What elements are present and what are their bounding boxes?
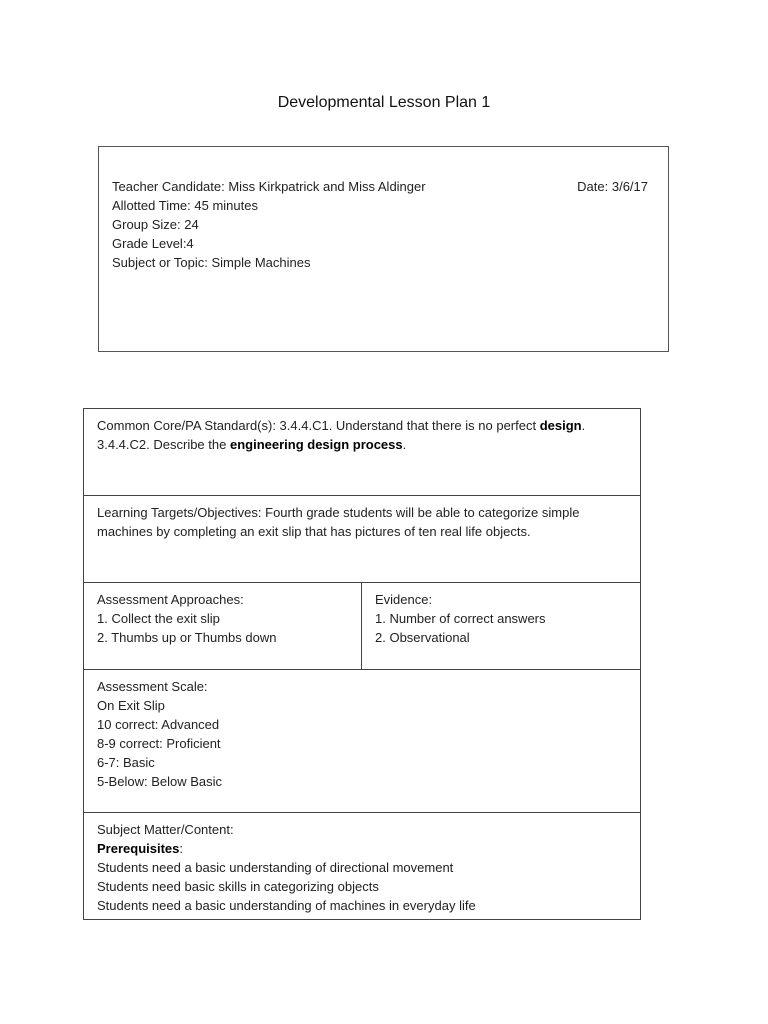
scale-item: On Exit Slip: [97, 698, 165, 713]
evidence-label: Evidence:: [375, 592, 433, 607]
assessment-scale-row: [84, 670, 640, 813]
prerequisites-colon: :: [179, 841, 183, 856]
assessment-approaches-cell: [84, 583, 362, 669]
assessment-scale-cell: [84, 670, 640, 791]
prerequisites-heading: [97, 839, 627, 858]
prerequisite-item: Students need basic skills in categorizing objects: [97, 879, 379, 894]
approach-item: 1. Collect the exit slip: [97, 611, 220, 626]
subject-matter-cell: [84, 813, 640, 915]
prerequisite-item: Students need a basic understanding of directional movement: [97, 860, 454, 875]
evidence-item: 2. Observational: [375, 630, 470, 645]
group-size: Group Size: 24: [112, 217, 199, 232]
objectives-cell: Learning Targets/Objectives: Fourth grade students will be able to categorize simple machines by completing an exit slip that has pictures of ten real life objects.: [97, 505, 580, 539]
assessment-approaches-label: Assessment Approaches:: [97, 592, 244, 607]
lesson-plan-table: [83, 408, 641, 920]
objectives-row: [84, 496, 640, 583]
scale-item: 6-7: Basic: [97, 755, 155, 770]
subject-topic: Subject or Topic: Simple Machines: [112, 255, 311, 270]
scale-item: 8-9 correct: Proficient: [97, 736, 221, 751]
prerequisite-item: Students need a basic understanding of machines in everyday life: [97, 898, 476, 913]
subject-matter-row: [84, 813, 640, 919]
prerequisites-label: Prerequisites: [97, 841, 180, 856]
subject-matter-label: Subject Matter/Content:: [97, 822, 234, 837]
standards-bold-process: engineering design process: [229, 437, 403, 452]
page-title: Developmental Lesson Plan 1: [277, 94, 491, 111]
allotted-time: Allotted Time: 45 minutes: [112, 198, 258, 213]
teacher-candidate: Teacher Candidate: Miss Kirkpatrick and Miss Aldinger: [112, 179, 426, 194]
scale-item: 10 correct: Advanced: [97, 717, 220, 732]
evidence-cell: [362, 583, 640, 669]
evidence-item: 1. Number of correct answers: [375, 611, 546, 626]
lesson-date: Date: 3/6/17: [577, 179, 648, 194]
lesson-info-lines: [112, 177, 426, 272]
assessment-scale-label: Assessment Scale:: [97, 679, 208, 694]
grade-level: Grade Level:4: [112, 236, 194, 251]
assessment-row: [84, 583, 640, 670]
standards-suffix: .: [402, 437, 407, 452]
standards-cell: [84, 409, 640, 454]
standards-mid: . 3.4.4.C2. Describe the: [97, 418, 586, 452]
standards-prefix: Common Core/PA Standard(s): 3.4.4.C1. Understand that there is no perfect: [97, 418, 540, 433]
approach-item: 2. Thumbs up or Thumbs down: [97, 630, 277, 645]
scale-item: 5-Below: Below Basic: [97, 774, 222, 789]
standards-bold-design: design: [539, 418, 582, 433]
lesson-info-box: [98, 146, 669, 352]
standards-row: [84, 409, 640, 496]
